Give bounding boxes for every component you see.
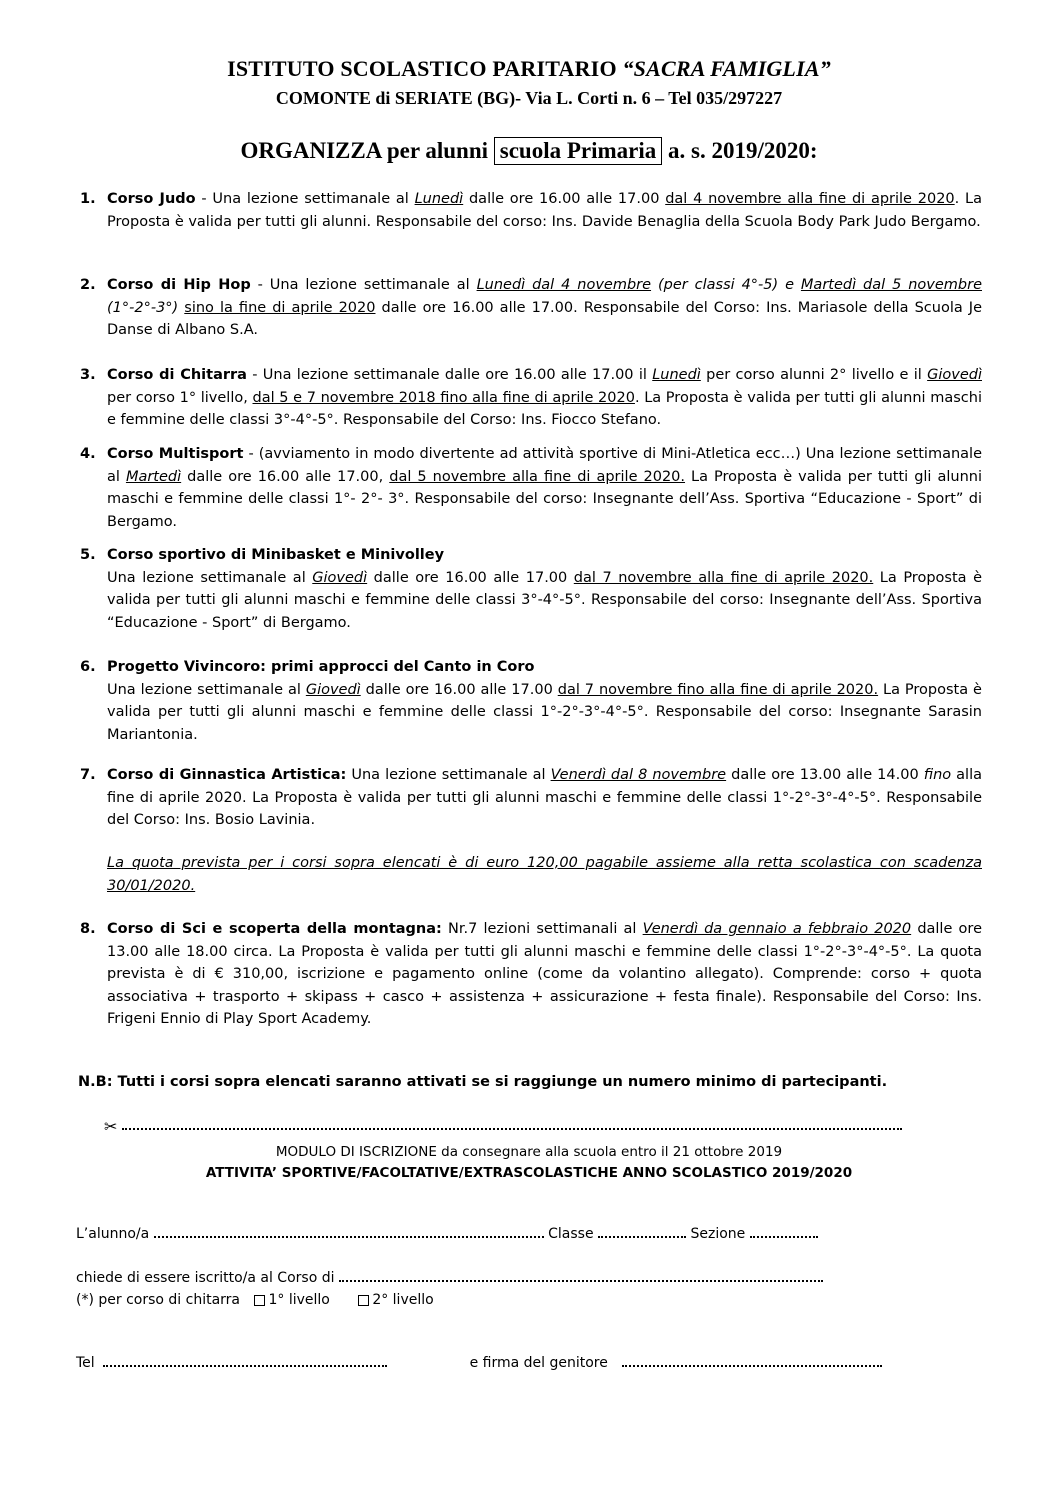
- school-name: “SACRA FAMIGLIA”: [622, 56, 831, 81]
- school-title: [0, 56, 1058, 82]
- course-description: [107, 274, 982, 342]
- course-item-7: [80, 764, 982, 832]
- course-text-segment: Corso Multisport: [107, 446, 244, 462]
- course-text-segment: La Proposta è valida per tutti gli alunni maschi e femmine delle classi 1°- 2°- 3°. Responsabile del corso: Insegnante dell’Ass. Sportiva “Educazione - Sport” di Bergamo.: [107, 468, 982, 530]
- course-text: [107, 188, 982, 233]
- course-description: [107, 656, 982, 746]
- scissors-icon: ✂: [104, 1117, 118, 1136]
- course-title: Progetto Vivincoro: primi approcci del Canto in Coro: [107, 659, 535, 675]
- course-text-segment: dal 4 novembre alla fine di aprile 2020: [665, 191, 955, 207]
- student-name-field[interactable]: [154, 1226, 544, 1238]
- organizes-prefix: ORGANIZZA per alunni: [240, 138, 494, 163]
- course-text-segment: dal 7 novembre alla fine di aprile 2020.: [573, 569, 874, 586]
- guitar-level-row: [76, 1292, 434, 1308]
- course-text-segment: dalle ore 16.00 alle 17.00: [463, 191, 666, 207]
- course-text-segment: (per classi 4°-5) e: [657, 277, 794, 293]
- course-text-segment: fino: [923, 767, 952, 783]
- course-text-segment: Giovedì: [305, 681, 361, 698]
- course-text-segment: Giovedì: [927, 367, 982, 383]
- course-text-segment: - Una lezione settimanale al: [250, 277, 477, 293]
- module-instructions: MODULO DI ISCRIZIONE da consegnare alla scuola entro il 21 ottobre 2019: [275, 1144, 783, 1160]
- school-year: a. s. 2019/2020:: [662, 138, 818, 163]
- course-text-segment: Lunedì: [414, 191, 464, 207]
- course-text: [107, 364, 982, 432]
- course-text-segment: (1°-2°-3°): [107, 299, 179, 316]
- school-level-box: scuola Primaria: [494, 137, 663, 165]
- cut-line: [104, 1117, 904, 1136]
- course-text-segment: Lunedì dal 4 novembre: [476, 277, 652, 293]
- course-text-segment: Corso Judo: [107, 191, 196, 207]
- course-description: [107, 544, 982, 634]
- course-number: 1.: [80, 191, 96, 207]
- course-text-segment: La Proposta è valida per tutti gli alunni maschi e femmine delle classi 3°-4°-5°. Responsabile del corso: Insegnante dell’Ass. Sportiva “Educazione - Sport” di Bergamo.: [107, 569, 982, 631]
- course-item-4: [80, 443, 982, 533]
- guitar-label: (*) per corso di chitarra: [76, 1292, 241, 1308]
- course-name-field[interactable]: [339, 1270, 823, 1282]
- level1-label: 1° livello: [268, 1292, 330, 1308]
- section-label: Sezione: [690, 1226, 746, 1242]
- course-text-segment: dalle ore 16.00 alle 17.00. Responsabile del Corso: Ins. Mariasole della Scuola Je Danse di Albano S.A.: [107, 299, 982, 339]
- request-row: [76, 1270, 823, 1286]
- course-text-segment: alla fine di aprile 2020. La Proposta è valida per tutti gli alunni maschi e femmine delle classi 1°-2°-3°-4°-5°. Responsabile del Corso: Ins. Bosio Lavinia.: [107, 767, 983, 829]
- course-number: 3.: [80, 367, 96, 383]
- course-text-segment: Lunedì: [652, 367, 701, 383]
- class-label: Classe: [548, 1226, 594, 1242]
- course-number: 8.: [80, 921, 96, 937]
- course-text-segment: Corso di Hip Hop: [107, 277, 251, 293]
- course-text-segment: - Una lezione settimanale dalle ore 16.00 alle 17.00 il: [246, 367, 653, 383]
- course-text-segment: La Proposta è valida per tutti gli alunni maschi e femmine delle classi 1°-2°-3°-4°-5°. Responsabile del corso: Insegnante Sarasin Mariantonia.: [107, 681, 982, 743]
- course-text-segment: Venerdì da gennaio a febbraio 2020: [642, 921, 912, 937]
- course-text-segment: Nr.7 lezioni settimanali al: [441, 921, 643, 937]
- course-item-8: [80, 918, 982, 1031]
- course-text-segment: Martedì dal 5 novembre: [800, 277, 982, 293]
- cut-dotted-line: [122, 1128, 902, 1130]
- nb-note: N.B: Tutti i corsi sopra elencati saranno attivati se si raggiunge un numero minimo di partecipanti.: [78, 1074, 888, 1090]
- course-text-segment: Corso di Ginnastica Artistica:: [107, 767, 347, 783]
- signature-field[interactable]: [622, 1355, 882, 1367]
- tel-label: Tel: [76, 1355, 95, 1371]
- course-text-segment: dalle ore 16.00 alle 17.00: [360, 681, 558, 698]
- course-description: [107, 443, 982, 533]
- course-item-3: [80, 364, 982, 432]
- student-row: [76, 1226, 818, 1242]
- course-text-segment: Una lezione settimanale al: [107, 681, 306, 698]
- student-label: L’alunno/a: [76, 1226, 150, 1242]
- course-text-segment: Venerdì dal 8 novembre: [550, 767, 727, 783]
- school-title-prefix: ISTITUTO SCOLASTICO PARITARIO: [227, 56, 623, 81]
- course-text-segment: [651, 277, 658, 293]
- course-text-segment: Una lezione settimanale al: [346, 767, 551, 783]
- level2-checkbox[interactable]: [358, 1295, 369, 1306]
- course-description: [107, 764, 982, 832]
- course-text-segment: Martedì: [125, 468, 182, 485]
- course-text: [107, 764, 982, 832]
- level1-checkbox[interactable]: [254, 1295, 265, 1306]
- course-text-segment: . La Proposta è valida per tutti gli alunni. Responsabile del corso: Ins. Davide Benaglia della Scuola Body Park Judo Bergamo.: [107, 191, 982, 230]
- course-item-2: [80, 274, 982, 342]
- course-text-segment: - (avviamento in modo divertente ad attività sportive di Mini-Atletica ecc…) Una lezione settimanale al: [107, 446, 983, 485]
- fee-note: La quota prevista per i corsi sopra elencati è di euro 120,00 pagabile assieme alla retta scolastica con scadenza 30/01/2020.: [107, 855, 982, 894]
- signature-label: e firma del genitore: [469, 1355, 608, 1371]
- course-text-segment: dal 5 e 7 novembre 2018 fino alla fine di aprile 2020: [252, 389, 635, 406]
- course-text-segment: dalle ore 13.00 alle 18.00 circa. La Proposta è valida per tutti gli alunni maschi e femmine delle classi 1°-2°-3°-4°-5°. La quota prevista è di € 310,00, iscrizione e pagamento online (come da volantino allegato). Comprende: corso + quota associativa + trasporto + skipass + casco + assistenza + assicurazione + festa finale). Responsabile del Corso: Ins. Frigeni Ennio di Play Sport Academy.: [107, 921, 982, 1028]
- course-item-1: [80, 188, 982, 233]
- course-text-segment: Una lezione settimanale al: [107, 569, 313, 586]
- request-label: chiede di essere iscritto/a al Corso di: [76, 1270, 335, 1286]
- course-description: [107, 918, 982, 1031]
- organizes-heading: [0, 138, 1058, 164]
- course-text-segment: dalle ore 13.00 alle 14.00: [726, 767, 924, 783]
- course-text: [107, 443, 982, 533]
- course-number: 2.: [80, 277, 96, 293]
- course-number: 6.: [80, 659, 96, 675]
- course-text-segment: [794, 277, 801, 293]
- course-text-segment: - Una lezione settimanale al: [195, 191, 415, 207]
- course-description: [107, 188, 982, 233]
- course-text-segment: dal 5 novembre alla fine di aprile 2020.: [389, 468, 686, 485]
- course-item-5: [80, 544, 982, 634]
- course-text-segment: dalle ore 16.00 alle 17.00: [367, 569, 574, 586]
- course-text-segment: per corso 1° livello,: [107, 389, 253, 406]
- signature-row: [76, 1355, 882, 1371]
- level2-label: 2° livello: [372, 1292, 434, 1308]
- course-text-segment: Corso di Sci e scoperta della montagna:: [107, 921, 442, 937]
- section-field[interactable]: [750, 1226, 818, 1238]
- course-text: [107, 679, 982, 747]
- course-text-segment: . La Proposta è valida per tutti gli alunni maschi e femmine delle classi 3°-4°-5°. Responsabile del Corso: Ins. Fiocco Stefano.: [107, 389, 982, 429]
- course-text: [107, 918, 982, 1031]
- course-number: 7.: [80, 767, 96, 783]
- course-text-segment: Giovedì: [312, 569, 368, 586]
- course-text-segment: per corso alunni 2° livello e il: [700, 367, 928, 383]
- course-item-6: [80, 656, 982, 746]
- course-number: 5.: [80, 547, 96, 563]
- course-title: Corso sportivo di Minibasket e Minivolley: [107, 547, 445, 563]
- course-text: [107, 274, 982, 342]
- course-text-segment: dal 7 novembre fino alla fine di aprile 2020.: [557, 681, 879, 698]
- module-heading: ATTIVITA’ SPORTIVE/FACOLTATIVE/EXTRASCOLASTICHE ANNO SCOLASTICO 2019/2020: [205, 1165, 853, 1181]
- course-text-segment: dalle ore 16.00 alle 17.00,: [181, 468, 390, 485]
- course-text-segment: sino la fine di aprile 2020: [184, 299, 376, 316]
- class-field[interactable]: [598, 1226, 686, 1238]
- course-number: 4.: [80, 446, 96, 462]
- course-text-segment: Corso di Chitarra: [107, 367, 247, 383]
- course-text: [107, 567, 982, 635]
- course-description: [107, 364, 982, 432]
- school-address: COMONTE di SERIATE (BG)- Via L. Corti n. 6 – Tel 035/297227: [275, 88, 783, 108]
- tel-field[interactable]: [103, 1355, 387, 1367]
